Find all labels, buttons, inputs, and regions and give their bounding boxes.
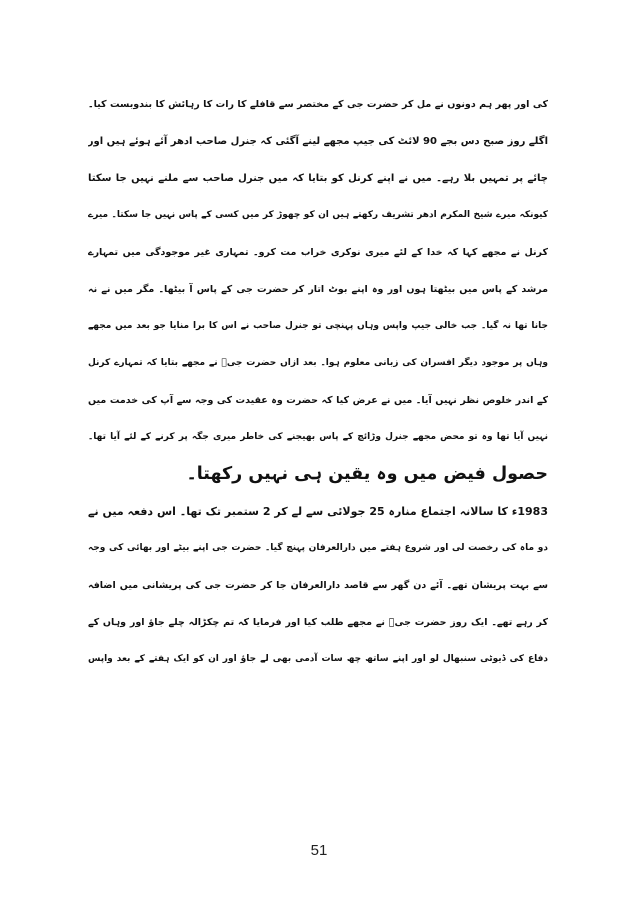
- text-line: اگلے روز صبح دس بجے 90 لائٹ کی جیپ مجھے لینے آگئی کہ جنرل صاحب ادھر آئے ہوئے ہیں اور: [88, 136, 548, 147]
- text-line: کیونکہ میرے شیخ المکرم ادھر تشریف رکھتے ہیں ان کو چھوڑ کر میں کسی کے پاس نہیں جا سکتا۔ میرے: [88, 210, 548, 220]
- text-line: دو ماہ کی رخصت لی اور شروع ہفتے میں دارالعرفان پہنچ گیا۔ حضرت جی اپنے بیٹے اور بھائی کی وجہ: [88, 543, 548, 553]
- text-line: کے اندر خلوص نظر نہیں آیا۔ میں نے عرض کیا کہ حضرت وہ عقیدت کی وجہ سے آپ کی خدمت میں: [88, 395, 548, 406]
- text-line-paragraph-end: حصول فیض میں وہ یقین ہی نہیں رکھتا۔: [186, 464, 548, 484]
- text-line: نہیں آیا تھا وہ تو محض مجھے جنرل وڑائچ کے پاس بھیجنے کی خاطر میری جگہ پر کرنے کے لئے آیا تھا۔: [88, 432, 548, 442]
- text-line: کرنل نے مجھے کہا کہ خدا کے لئے میری نوکری خراب مت کرو۔ تمہاری غیر موجودگی میں تمہارے: [88, 247, 548, 258]
- text-line: سے بہت پریشان تھے۔ آئے دن گھر سے قاصد دارالعرفان جا کر حضرت جی کی پریشانی میں اضافہ: [88, 580, 548, 591]
- text-line: دفاع کی ڈیوٹی سنبھال لو اور اپنے ساتھ چھ سات آدمی بھی لے جاؤ اور ان کو ایک ہفتے کے بعد واپس: [88, 654, 548, 664]
- text-line: وہاں پر موجود دیگر افسران کی زبانی معلوم ہوا۔ بعد ازاں حضرت جیؒ نے مجھے بتایا کہ تمہارے کرنل: [88, 358, 548, 368]
- text-line: کر رہے تھے۔ ایک روز حضرت جیؒ نے مجھے طلب کیا اور فرمایا کہ تم چکڑالہ چلے جاؤ اور وہاں کے: [88, 617, 548, 628]
- body-text: [88, 86, 548, 678]
- text-line: چائے پر تمہیں بلا رہے۔ میں نے اپنے کرنل کو بتایا کہ میں جنرل صاحب سے ملنے نہیں جا سکتا: [88, 173, 548, 184]
- page-number: 51: [310, 842, 328, 859]
- text-line: جانا تھا نہ گیا۔ جب خالی جیپ واپس وہاں پہنچی تو جنرل صاحب نے اس کا برا منایا جو بعد میں مجھے: [88, 321, 548, 331]
- text-line: کی اور پھر ہم دونوں نے مل کر حضرت جی کے مختصر سے قافلے کا رات کا رہائش کا بندوبست کیا۔: [88, 99, 548, 110]
- text-line-paragraph-start: 1983ء کا سالانہ اجتماع منارہ 25 جولائی سے لے کر 2 ستمبر تک تھا۔ اس دفعہ میں نے: [88, 505, 548, 518]
- text-line: مرشد کے پاس میں بیٹھتا ہوں اور وہ اپنے بوٹ اتار کر حضرت جی کے پاس آ بیٹھا۔ مگر میں نے نہ: [88, 284, 548, 295]
